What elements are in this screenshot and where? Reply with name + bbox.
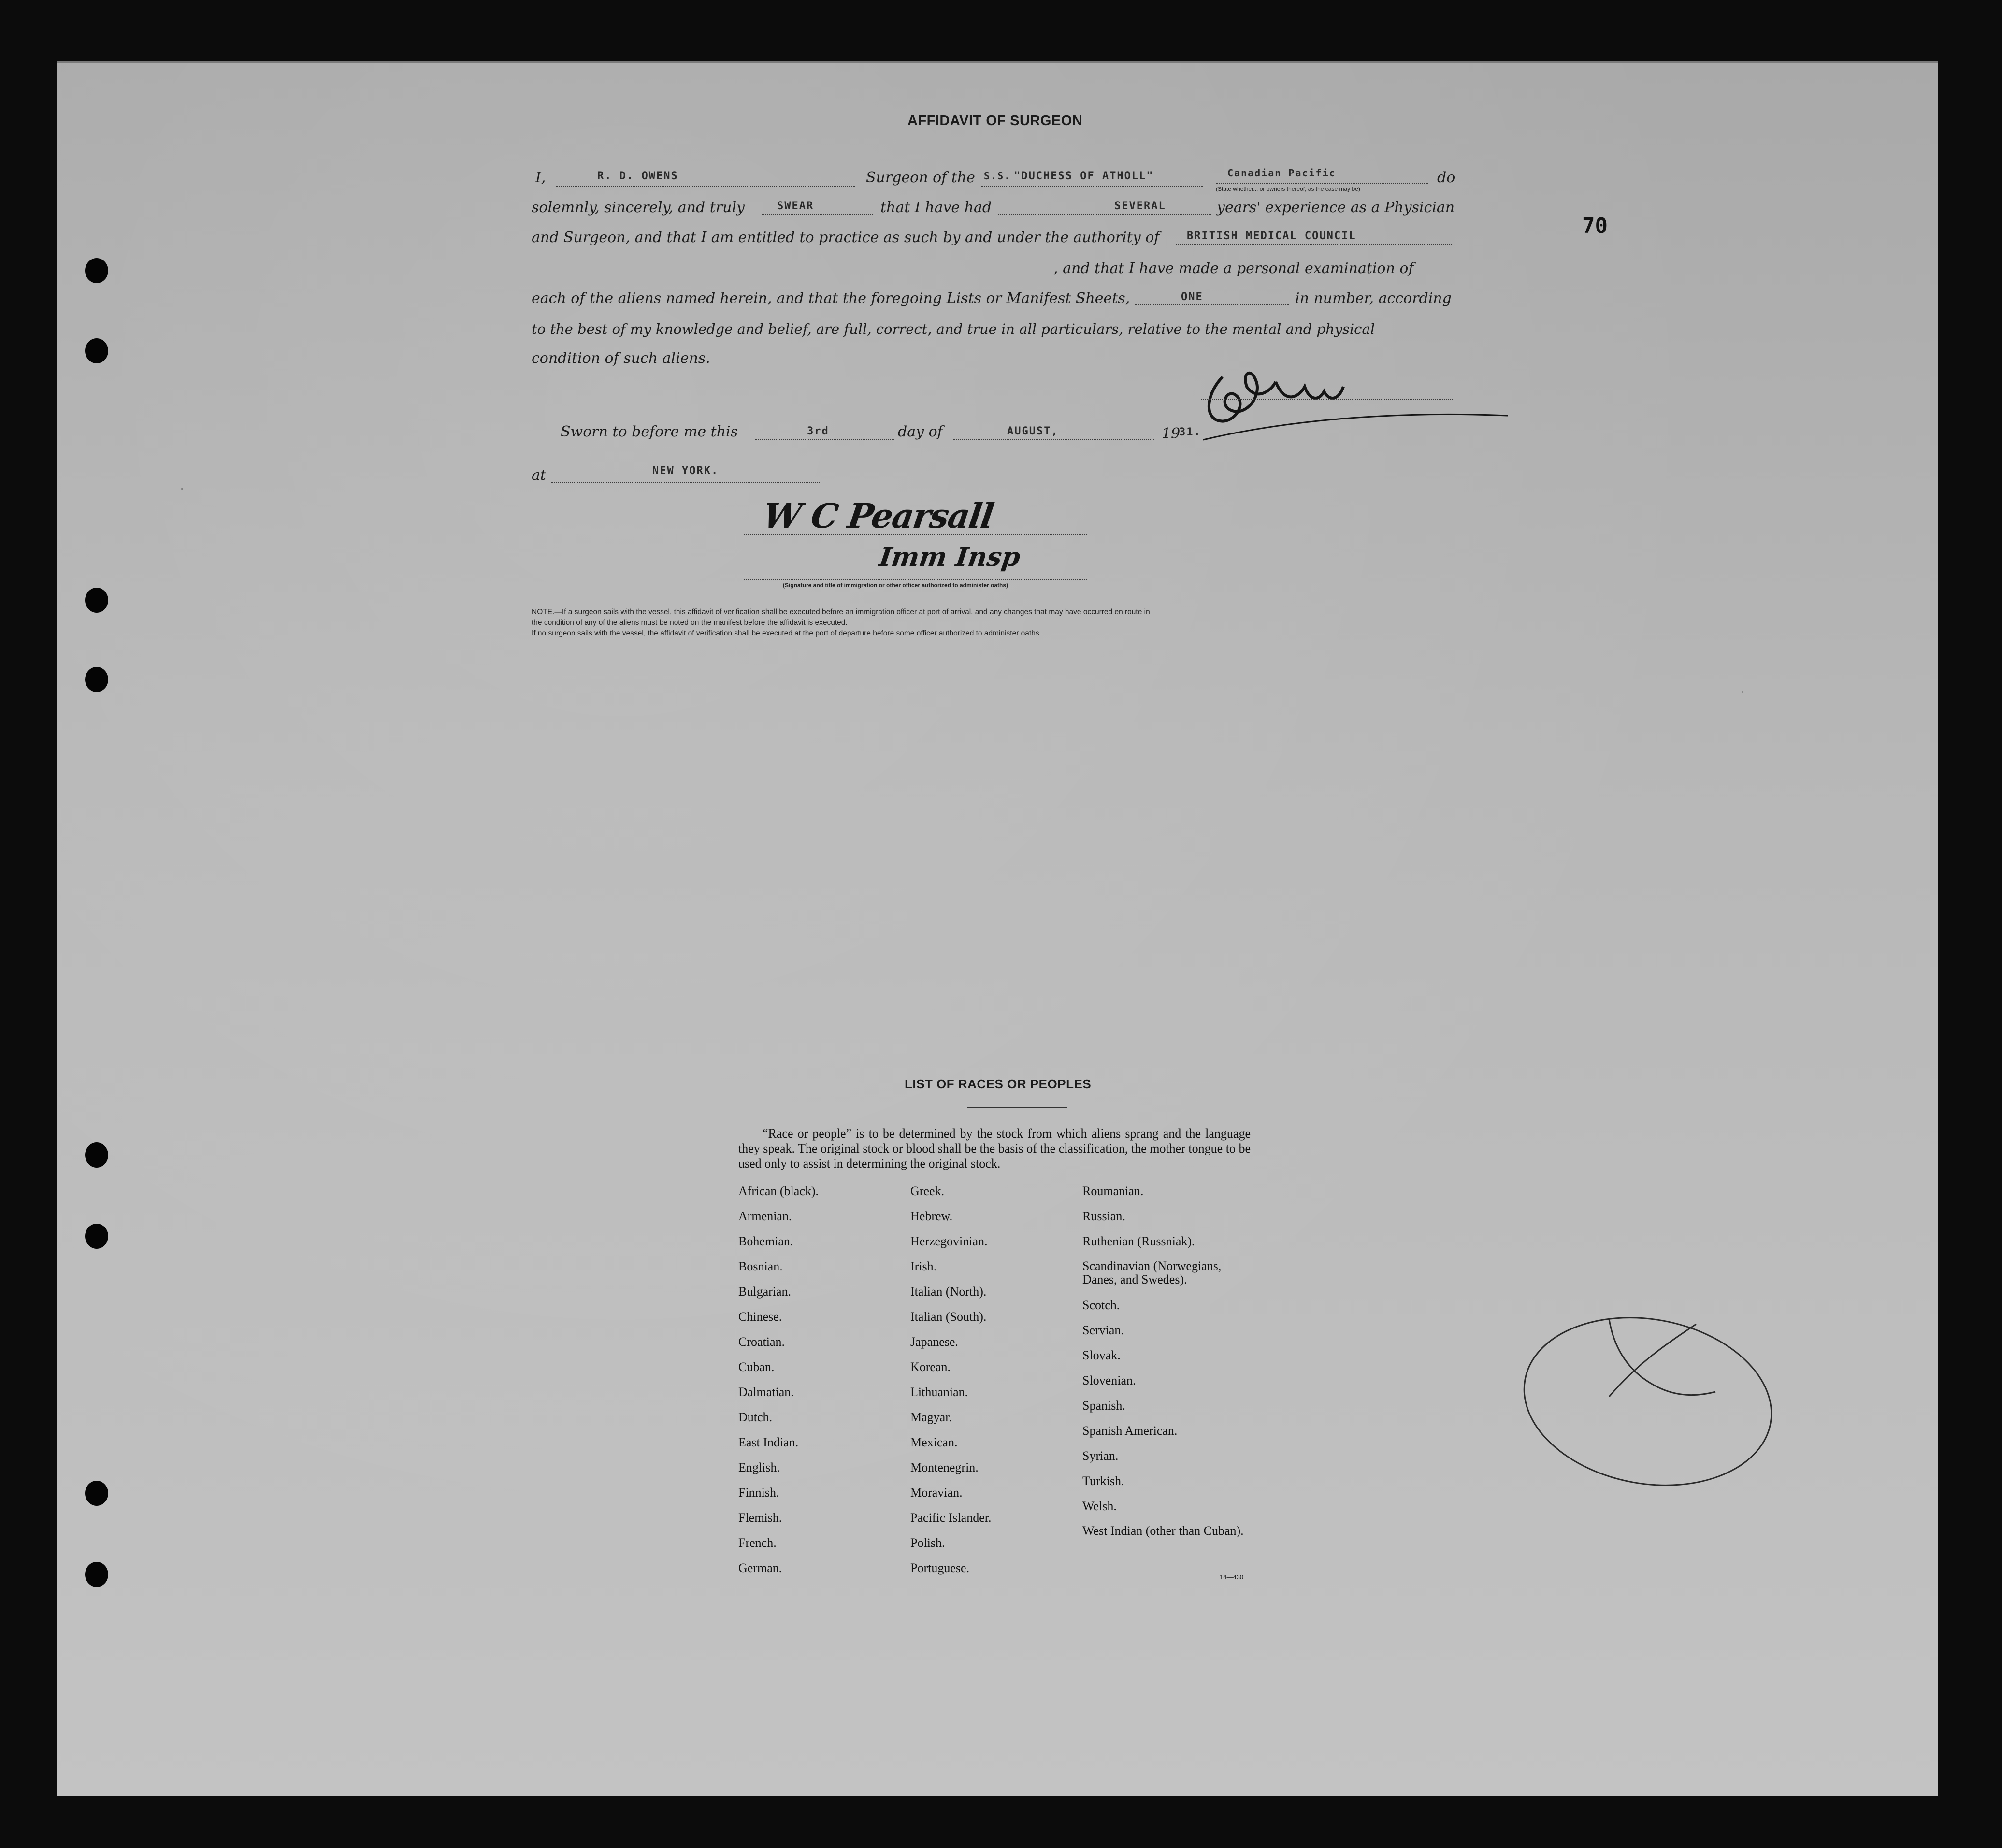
authority-value: BRITISH MEDICAL COUNCIL bbox=[1187, 230, 1356, 242]
bleed-through-mark: · bbox=[179, 483, 186, 495]
text-in-number: in number, according bbox=[1295, 290, 1452, 307]
race-item: German. bbox=[738, 1561, 782, 1575]
place-line bbox=[551, 482, 821, 483]
text-do: do bbox=[1437, 169, 1455, 186]
race-item: Hebrew. bbox=[910, 1209, 953, 1223]
note-line-3: If no surgeon sails with the vessel, the affidavit of verification shall be executed at the port of departure before some officer authorized to administer oaths. bbox=[532, 629, 1041, 637]
page-number: 70 bbox=[1582, 214, 1608, 238]
race-item: Magyar. bbox=[910, 1410, 952, 1424]
binder-hole bbox=[85, 667, 108, 692]
race-item: Herzegovinian. bbox=[910, 1234, 988, 1248]
race-item: Mexican. bbox=[910, 1435, 958, 1449]
race-item: Portuguese. bbox=[910, 1561, 970, 1575]
place-value: NEW YORK. bbox=[652, 465, 719, 477]
form-number: 14—430 bbox=[1220, 1574, 1244, 1581]
race-item: Syrian. bbox=[1082, 1449, 1119, 1463]
binder-hole bbox=[85, 258, 108, 283]
race-item: Armenian. bbox=[738, 1209, 792, 1223]
races-column-3 bbox=[1082, 1184, 1256, 1563]
officer-signature: W C Pearsall bbox=[761, 496, 996, 536]
binder-hole bbox=[85, 1142, 108, 1168]
race-item: East Indian. bbox=[738, 1435, 799, 1449]
officer-title-line bbox=[744, 579, 1087, 580]
race-item: African (black). bbox=[738, 1184, 819, 1198]
text-best-of-knowledge: to the best of my knowledge and belief, are full, correct, and true in all particulars, relative to the mental and physical bbox=[532, 321, 1375, 337]
race-item: Lithuanian. bbox=[910, 1385, 968, 1399]
race-item: Spanish. bbox=[1082, 1399, 1125, 1413]
race-item: Moravian. bbox=[910, 1486, 963, 1500]
officer-caption: (Signature and title of immigration or other officer authorized to administer oaths) bbox=[783, 582, 1008, 589]
race-item: Italian (North). bbox=[910, 1285, 987, 1299]
binder-hole bbox=[85, 1224, 108, 1249]
race-item: Greek. bbox=[910, 1184, 945, 1198]
text-and-surgeon: and Surgeon, and that I am entitled to practice as such by and under the authority of bbox=[532, 229, 1160, 246]
text-surgeon-of-the: Surgeon of the bbox=[866, 169, 975, 186]
race-item: Spanish American. bbox=[1082, 1424, 1178, 1438]
race-item: Bulgarian. bbox=[738, 1285, 792, 1299]
owners-typed: Canadian Pacific bbox=[1227, 167, 1336, 179]
surgeon-signature bbox=[1189, 348, 1517, 449]
authority-line bbox=[1176, 244, 1452, 245]
oath-line bbox=[762, 214, 873, 215]
officer-signature-line bbox=[744, 534, 1087, 535]
race-item: French. bbox=[738, 1536, 777, 1550]
note-line-2: the condition of any of the aliens must be noted on the manifest before the affidavit is executed. bbox=[532, 619, 848, 627]
binder-hole bbox=[85, 338, 108, 363]
race-item: Roumanian. bbox=[1082, 1184, 1144, 1198]
vessel-prefix: S.S. bbox=[984, 170, 1011, 182]
hand-drawn-oval-mark bbox=[1512, 1300, 1783, 1503]
oath-word: SWEAR bbox=[777, 200, 814, 212]
race-item: Scotch. bbox=[1082, 1298, 1120, 1312]
race-item: Chinese. bbox=[738, 1310, 782, 1324]
race-item: Cuban. bbox=[738, 1360, 775, 1374]
text-years-experience: years' experience as a Physician bbox=[1217, 199, 1455, 216]
race-item: Polish. bbox=[910, 1536, 945, 1550]
race-item: Finnish. bbox=[738, 1486, 779, 1500]
note-line-1: NOTE.—If a surgeon sails with the vessel, this affidavit of verification shall be executed before an immigration officer at port of arrival, and any changes that may have occurred en route in bbox=[532, 608, 1150, 616]
race-item: Dalmatian. bbox=[738, 1385, 794, 1399]
surgeon-name-line bbox=[556, 186, 855, 187]
text-at: at bbox=[532, 467, 546, 484]
binder-hole bbox=[85, 1562, 108, 1587]
race-item: Turkish. bbox=[1082, 1474, 1124, 1488]
surgeon-signature-line bbox=[1201, 399, 1453, 400]
text-i: I, bbox=[535, 169, 546, 186]
year-prefix: 19 bbox=[1162, 425, 1181, 442]
text-personal-exam: , and that I have made a personal examination of bbox=[1053, 260, 1414, 277]
race-item: Scandinavian (Norwegians, Danes, and Swedes). bbox=[1082, 1259, 1222, 1286]
race-item: Japanese. bbox=[910, 1335, 958, 1349]
vessel-name: "DUCHESS OF ATHOLL" bbox=[1014, 170, 1154, 182]
years-value: SEVERAL bbox=[1114, 200, 1166, 212]
race-item: Slovenian. bbox=[1082, 1373, 1136, 1387]
race-item: Russian. bbox=[1082, 1209, 1125, 1223]
text-condition: condition of such aliens. bbox=[532, 350, 710, 367]
race-item: Dutch. bbox=[738, 1410, 773, 1424]
sheets-count: ONE bbox=[1181, 291, 1203, 303]
binder-hole bbox=[85, 1481, 108, 1506]
race-item: Slovak. bbox=[1082, 1348, 1121, 1362]
month-line bbox=[953, 439, 1154, 440]
race-item: West Indian (other than Cuban). bbox=[1082, 1524, 1244, 1538]
race-item: Bosnian. bbox=[738, 1259, 783, 1273]
races-title-rule bbox=[967, 1107, 1067, 1108]
owners-line bbox=[1216, 183, 1428, 184]
vessel-line bbox=[981, 186, 1203, 187]
race-item: Montenegrin. bbox=[910, 1460, 979, 1474]
races-title: LIST OF RACES OR PEOPLES bbox=[905, 1077, 1092, 1091]
races-intro: “Race or people” is to be determined by the stock from which aliens sprang and the language they speak. The original stock or blood shall be the basis of the classification, the mother tongue to be used only to assist in determining the original stock. bbox=[738, 1126, 1251, 1170]
race-item: Flemish. bbox=[738, 1511, 782, 1525]
text-day-of: day of bbox=[898, 423, 943, 440]
race-item: Pacific Islander. bbox=[910, 1511, 992, 1525]
text-sworn: Sworn to before me this bbox=[561, 423, 738, 440]
day-line bbox=[755, 439, 894, 440]
text-that-i-have-had: that I have had bbox=[880, 199, 992, 216]
text-solemnly: solemnly, sincerely, and truly bbox=[532, 199, 745, 216]
race-item: Italian (South). bbox=[910, 1310, 987, 1324]
race-item: Welsh. bbox=[1082, 1499, 1117, 1513]
race-item: Irish. bbox=[910, 1259, 937, 1273]
race-item: Korean. bbox=[910, 1360, 951, 1374]
race-item: Bohemian. bbox=[738, 1234, 793, 1248]
race-item: Ruthenian (Russniak). bbox=[1082, 1234, 1195, 1248]
binder-hole bbox=[85, 588, 108, 613]
races-column-1 bbox=[738, 1184, 903, 1586]
race-item: English. bbox=[738, 1460, 780, 1474]
race-item: Croatian. bbox=[738, 1335, 785, 1349]
day-value: 3rd bbox=[807, 425, 829, 437]
text-each-of-aliens: each of the aliens named herein, and that the foregoing Lists or Manifest Sheets, bbox=[532, 290, 1130, 307]
bleed-through-mark: · bbox=[1740, 686, 1746, 698]
race-item: Servian. bbox=[1082, 1323, 1124, 1337]
affidavit-title: AFFIDAVIT OF SURGEON bbox=[907, 113, 1083, 129]
officer-title-signature: Imm Insp bbox=[877, 541, 1023, 572]
surgeon-name: R. D. OWENS bbox=[597, 170, 678, 182]
owners-note: (State whether... or owners thereof, as the case may be) bbox=[1216, 186, 1360, 192]
years-line bbox=[998, 214, 1211, 215]
sheets-line bbox=[1135, 304, 1289, 305]
year-suffix: 31. bbox=[1179, 426, 1201, 438]
month-value: AUGUST, bbox=[1007, 425, 1059, 437]
races-column-2 bbox=[910, 1184, 1075, 1586]
